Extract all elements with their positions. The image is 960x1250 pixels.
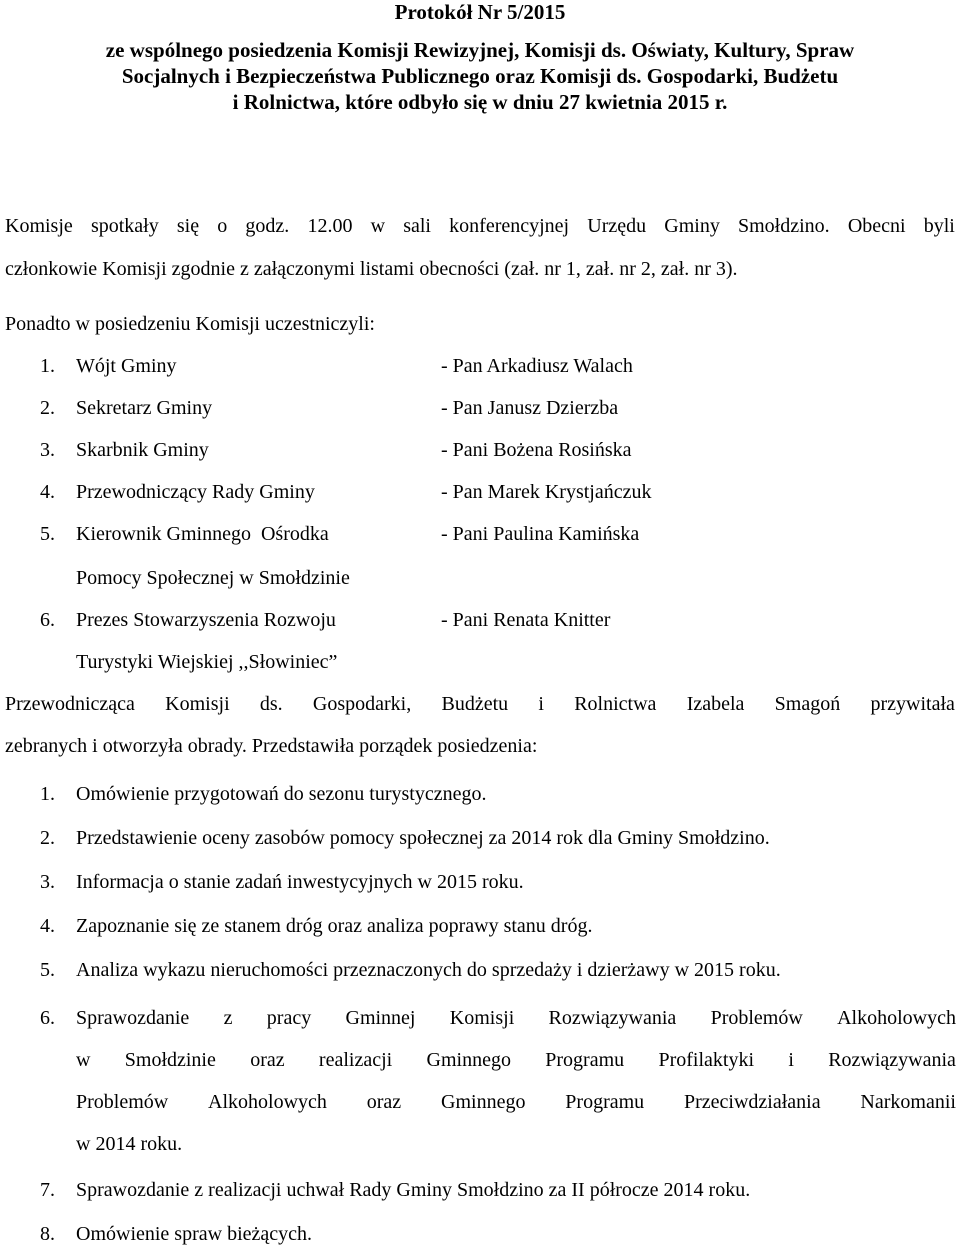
participant-role: Kierownik Gminnego Ośrodka [76, 523, 329, 545]
word: Gminnego [426, 1049, 511, 1071]
document-subtitle-line-2: Socjalnych i Bezpieczeństwa Publicznego oraz Komisji ds. Gospodarki, Budżetu [121, 64, 839, 88]
word: Komisji [165, 693, 230, 715]
word: Przewodnicząca [5, 693, 135, 715]
word: oraz [366, 1091, 402, 1113]
word: sali [403, 215, 431, 237]
word: w [76, 1049, 91, 1071]
word: Programu [565, 1091, 645, 1113]
word: Urzędu [587, 215, 647, 237]
agenda-number: 6. [40, 1007, 55, 1029]
word: Alkoholowych [837, 1007, 956, 1029]
agenda-text-line: w 2014 roku. [76, 1133, 183, 1155]
word: Komisji [449, 1007, 515, 1029]
word: Przeciwdziałania [684, 1091, 821, 1113]
word: Programu [545, 1049, 625, 1071]
word: Smagoń [774, 693, 841, 715]
opening-line-1 [5, 692, 955, 716]
word: Profilaktyki [658, 1049, 755, 1071]
participant-person: - Pani Bożena Rosińska [441, 439, 632, 461]
word: przywitała [870, 693, 955, 715]
word: Obecni [847, 215, 906, 237]
agenda-text: Analiza wykazu nieruchomości przeznaczonych do sprzedaży i dzierżawy w 2015 roku. [76, 959, 781, 981]
word: pracy [266, 1007, 312, 1029]
participant-person: - Pani Paulina Kamińska [441, 523, 640, 545]
intro-line-2: członkowie Komisji zgodnie z załączonymi listami obecności (zał. nr 1, zał. nr 2, zał. nr 3). [5, 258, 738, 280]
word: i [788, 1049, 794, 1071]
word: Sprawozdanie [76, 1007, 190, 1029]
word: realizacji [318, 1049, 393, 1071]
word: ds. [259, 693, 283, 715]
participant-number: 2. [40, 397, 55, 419]
word: Gminnego [441, 1091, 526, 1113]
word: Problemów [76, 1091, 169, 1113]
word: byli [923, 215, 955, 237]
word: i [538, 693, 544, 715]
word: o [217, 215, 228, 237]
participant-number: 6. [40, 609, 55, 631]
word: z [223, 1007, 233, 1029]
agenda-number: 3. [40, 871, 55, 893]
agenda-number: 4. [40, 915, 55, 937]
word: w [370, 215, 386, 237]
participant-person: - Pani Renata Knitter [441, 609, 611, 631]
participant-role: Prezes Stowarzyszenia Rozwoju [76, 609, 336, 631]
word: Gospodarki, [312, 693, 412, 715]
agenda-text: Omówienie spraw bieżących. [76, 1223, 313, 1245]
word: Smołdzinie [124, 1049, 216, 1071]
word: Gminnej [345, 1007, 416, 1029]
agenda-text: Zapoznanie się ze stanem dróg oraz analiza poprawy stanu dróg. [76, 915, 593, 937]
word: Narkomanii [860, 1091, 956, 1113]
agenda-text: Omówienie przygotowań do sezonu turystycznego. [76, 783, 487, 805]
participant-role: Skarbnik Gminy [76, 439, 209, 461]
agenda-number: 8. [40, 1223, 55, 1245]
word: Rolnictwa [574, 693, 657, 715]
participant-number: 1. [40, 355, 55, 377]
word: oraz [250, 1049, 285, 1071]
word: Rozwiązywania [548, 1007, 677, 1029]
word: Rozwiązywania [828, 1049, 956, 1071]
participant-role: Wójt Gminy [76, 355, 177, 377]
participant-role-continuation: Turystyki Wiejskiej ,,Słowiniec” [76, 651, 338, 673]
word: Komisje [5, 215, 73, 237]
agenda-text: Przedstawienie oceny zasobów pomocy społecznej za 2014 rok dla Gminy Smołdzino. [76, 827, 770, 849]
agenda-text-line [76, 1048, 956, 1072]
word: Gminy [664, 215, 720, 237]
document-subtitle-line-1: ze wspólnego posiedzenia Komisji Rewizyjnej, Komisji ds. Oświaty, Kultury, Spraw [105, 38, 855, 62]
participant-number: 3. [40, 439, 55, 461]
agenda-number: 2. [40, 827, 55, 849]
document-subtitle-line-3: i Rolnictwa, które odbyło się w dniu 27 kwietnia 2015 r. [232, 90, 728, 114]
word: Budżetu [441, 693, 509, 715]
participant-role-continuation: Pomocy Społecznej w Smołdzinie [76, 567, 350, 589]
participant-person: - Pan Arkadiusz Walach [441, 355, 633, 377]
agenda-text: Sprawozdanie z realizacji uchwał Rady Gminy Smołdzino za II półrocze 2014 roku. [76, 1179, 751, 1201]
participant-number: 4. [40, 481, 55, 503]
word: 12.00 [307, 215, 353, 237]
intro-line-1 [5, 214, 955, 238]
participant-person: - Pan Marek Krystjańczuk [441, 481, 652, 503]
word: konferencyjnej [449, 215, 570, 237]
agenda-text-line [76, 1006, 956, 1030]
participant-role: Sekretarz Gminy [76, 397, 213, 419]
word: spotkały [90, 215, 159, 237]
participant-role: Przewodniczący Rady Gminy [76, 481, 315, 503]
agenda-number: 5. [40, 959, 55, 981]
word: Problemów [710, 1007, 803, 1029]
agenda-text: Informacja o stanie zadań inwestycyjnych w 2015 roku. [76, 871, 524, 893]
intro-line-3: Ponadto w posiedzeniu Komisji uczestniczyli: [5, 313, 375, 335]
agenda-number: 7. [40, 1179, 55, 1201]
opening-line-2: zebranych i otworzyła obrady. Przedstawiła porządek posiedzenia: [5, 735, 538, 757]
participant-number: 5. [40, 523, 55, 545]
agenda-text-line [76, 1090, 956, 1114]
word: godz. [245, 215, 290, 237]
word: się [176, 215, 200, 237]
word: Alkoholowych [208, 1091, 327, 1113]
agenda-number: 1. [40, 783, 55, 805]
word: Smołdzino. [738, 215, 830, 237]
word: Izabela [686, 693, 745, 715]
document-title: Protokół Nr 5/2015 [394, 0, 566, 24]
participant-person: - Pan Janusz Dzierzba [441, 397, 619, 419]
